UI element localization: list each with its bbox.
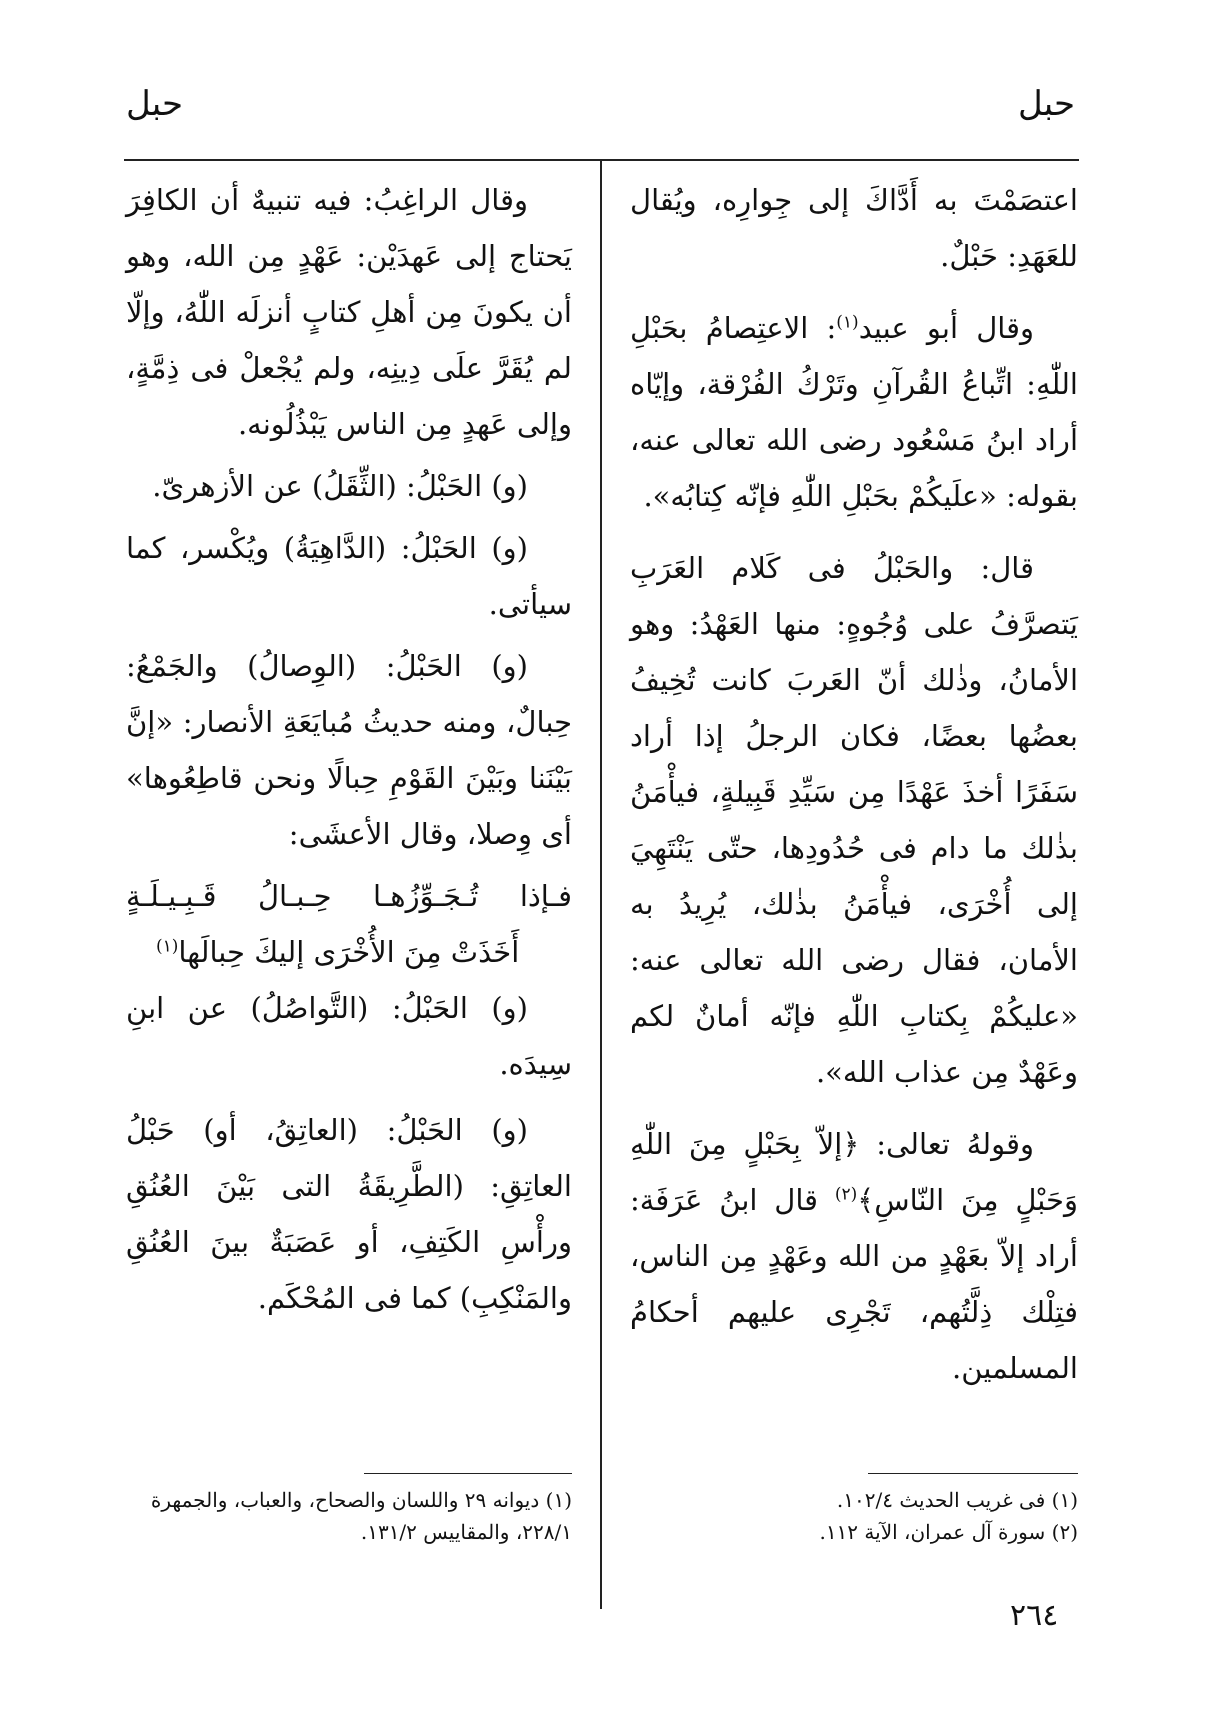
footnote-mark: (١) (836, 312, 859, 333)
footnotes-right (700, 1484, 1078, 1548)
verse-line-2 (126, 924, 572, 980)
footnote-rule (364, 1473, 572, 1474)
running-header-right: حبل (1018, 84, 1076, 124)
paragraph: (و) الحَبْلُ: (العاتِقُ، أو) حَبْلُ العاتِقِ: (الطَّرِيقَةُ التى بَيْنَ العُنُقِ ورأْسِ الكَتِفِ، أو عَصَبَةٌ بينَ العُنُقِ والمَنْكِبِ) كما فى المُحْكَم. (126, 1113, 572, 1315)
paragraph: (و) الحَبْلُ: (الثِّقَلُ) عن الأزهرىّ. (152, 469, 528, 503)
running-header-left: حبل (126, 84, 184, 124)
paragraph: قال: والحَبْلُ فى كَلام العَرَبِ يَتصرَّفُ على وُجُوهٍ: منها العَهْدُ: وهو الأمانُ، وذٰلك أنّ العَربَ كانت تُخِيفُ بعضُها بعضًا، فكان الرجلُ إذا أراد سَفَرًا أخذَ عَهْدًا مِن سَيِّدِ قَبِيلةٍ، فيأْمَنُ بذٰلك ما دام فى حُدُودِها، حتّى يَنْتَهِيَ إلى أُخْرَى، فيأْمَنُ بذٰلك، يُرِيدُ به الأمان، فقال رضى الله تعالى عنه: «عليكُمْ بِكتابِ اللّٰهِ فإنّه أمانٌ لكم وعَهْدٌ مِن عذاب الله». (630, 551, 1078, 1089)
paragraph: (و) الحَبْلُ: (الوِصالُ) والجَمْعُ: حِبالٌ، ومنه حديثُ مُبايَعَةِ الأنصار: «إنَّ بَيْنَنا وبَيْنَ القَوْمِ حِبالًا ونحن قاطِعُوها» أى وِصلا، وقال الأعشَى: (126, 649, 572, 851)
footnote: (١) فى غريب الحديث ١٠٢/٤. (836, 1488, 1078, 1512)
verse-text: أَخَذَتْ مِنَ الأُخْرَى إليكَ حِبالَها (178, 935, 520, 969)
paragraph-text: وقال أبو عبيد (858, 311, 1034, 345)
footnote-rule (868, 1473, 1078, 1474)
verse-line-1: فـإذا تُـجَـوِّزُهـا حِـبـالُ قَـبِـيـلَـةٍ (126, 879, 572, 913)
footnote-mark: (٢) (834, 1184, 858, 1205)
left-column (126, 172, 572, 1326)
paragraph: (و) الحَبْلُ: (الدَّاهِيَةُ) ويُكْسر، كما سيأتى. (126, 531, 572, 621)
paragraph (630, 300, 1078, 524)
footnote: (٢) سورة آل عمران، الآية ١١٢. (819, 1520, 1078, 1544)
right-column (630, 172, 1078, 1396)
footnotes-left (126, 1484, 572, 1548)
footnote-mark: (١) (156, 936, 179, 957)
paragraph: (و) الحَبْلُ: (التَّواصُلُ) عن ابنِ سِيدَه. (126, 991, 572, 1081)
paragraph-text: : الاعتِصامُ بحَبْلِ اللّٰهِ: اتِّباعُ القُرآنِ وتَرْكُ الفُرْقة، وإيّاه أراد ابنُ مَسْعُود رضى الله تعالى عنه، بقوله: «علَيكُمْ بحَبْلِ اللّٰهِ فإنّه كِتابُه». (630, 311, 1078, 513)
paragraph (630, 1116, 1078, 1396)
page-number: ٢٦٤ (1010, 1598, 1059, 1633)
paragraph: اعتصَمْتَ به أَدَّاكَ إلى جِوارِه، ويُقال للعَهَدِ: حَبْلٌ. (630, 183, 1078, 273)
footnote: (١) ديوانه ٢٩ واللسان والصحاح، والعباب، والجمهرة ٢٢٨/١، والمقاييس ١٣١/٢. (150, 1488, 572, 1544)
paragraph-text: وقولهُ تعالى: ﴿إلاّ بِحَبْلٍ مِنَ اللّٰهِ وَحَبْلٍ مِنَ النّاسِ﴾ (630, 1127, 1078, 1217)
paragraph-text: قال ابنُ عَرَفَة: أراد (630, 1183, 1078, 1273)
paragraph: وقال الراغِبُ: فيه تنبيهٌ أن الكافِرَ يَحتاج إلى عَهدَيْن: عَهْدٍ مِن الله، وهو أن يكونَ مِن أهلِ كتابٍ أنزلَه اللّٰهُ، وإلّا لم يُقَرَّ علَى دِينِه، ولم يُجْعلْ فى ذِمَّةٍ، وإلى عَهدٍ مِن الناس يَبْذُلُونه. (126, 183, 572, 441)
paragraph-text: إلاّ بعَهْدٍ من الله وعَهْدٍ مِن الناس، فتِلْك ذِلَّتُهم، تَجْرِى عليهم أحكامُ المسلمين. (630, 1239, 1078, 1385)
column-divider (600, 161, 602, 1609)
